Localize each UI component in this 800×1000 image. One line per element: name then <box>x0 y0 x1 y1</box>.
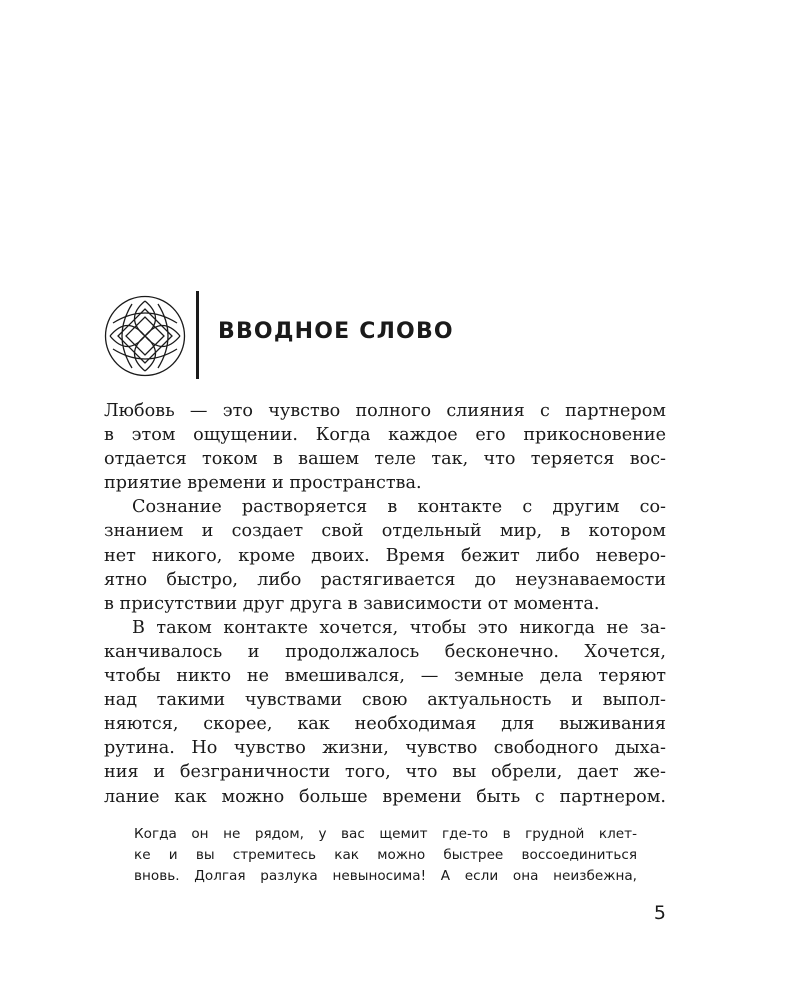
text-line: ния и безграничности того, что вы обрели, дает же- <box>104 762 666 783</box>
aside-line: вновь. Долгая разлука невыносима! А если она неизбежна, <box>134 868 637 884</box>
text-line: приятие времени и пространства. <box>104 473 422 494</box>
paragraph <box>104 616 666 809</box>
paragraph <box>104 399 666 495</box>
aside-line: Когда он не рядом, у вас щемит где-то в грудной клет- <box>134 826 637 842</box>
flower-knot-icon <box>104 295 186 377</box>
text-line: знанием и создает свой отдельный мир, в котором <box>104 521 666 542</box>
text-line: Любовь — это чувство полного слияния с партнером <box>104 401 666 421</box>
text-line: рутина. Но чувство жизни, чувство свободного дыха- <box>104 738 666 759</box>
text-line: в присутствии друг друга в зависимости от момента. <box>104 593 600 614</box>
chapter-heading <box>104 291 704 379</box>
text-line: чтобы никто не вмешивался, — земные дела теряют <box>104 666 666 687</box>
heading-divider <box>196 291 199 379</box>
text-line: канчивалось и продолжалось бесконечно. Хочется, <box>104 641 666 662</box>
text-line: В таком контакте хочется, чтобы это никогда не за- <box>132 617 666 638</box>
text-line: над такими чувствами свою актуальность и выпол- <box>104 690 666 711</box>
aside-text <box>134 824 637 887</box>
text-line: Сознание растворяется в контакте с другим со- <box>132 497 666 518</box>
body-text <box>104 399 666 809</box>
text-line: нет никого, кроме двоих. Время бежит либо неверо- <box>104 545 666 566</box>
text-line: ятно быстро, либо растягивается до неузнаваемости <box>104 569 666 590</box>
text-line: отдается током в вашем теле так, что теряется вос- <box>104 449 666 470</box>
chapter-title: ВВОДНОЕ СЛОВО <box>218 319 454 344</box>
aside-line: ке и вы стремитесь как можно быстрее воссоединиться <box>134 847 637 863</box>
text-line: лание как можно больше времени быть с партнером. <box>104 786 666 807</box>
text-line: няются, скорее, как необходимая для выживания <box>104 714 666 735</box>
paragraph <box>104 495 666 615</box>
page-number: 5 <box>653 902 666 924</box>
text-line: в этом ощущении. Когда каждое его прикосновение <box>104 425 666 446</box>
